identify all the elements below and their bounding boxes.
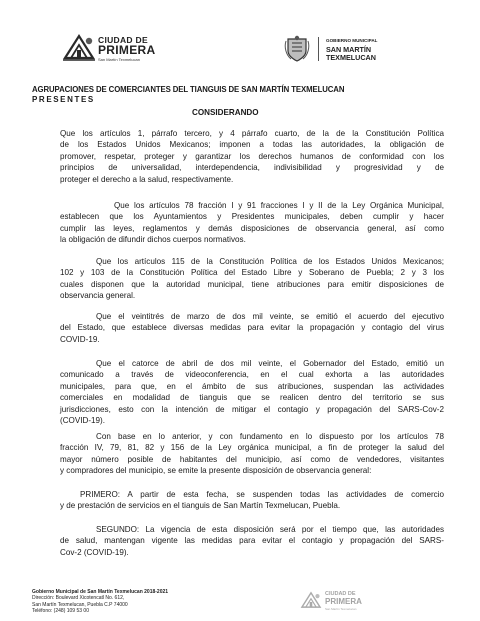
paragraph-line: COVID-19.: [60, 334, 100, 344]
logo-divider: [318, 37, 319, 61]
footer-address: [32, 589, 168, 615]
ciudad-de-primera-logo: [62, 30, 182, 64]
segundo-clause: [60, 524, 444, 558]
logo-san-martin: SAN MARTÍN: [326, 45, 372, 54]
paragraph-line: comerciales en modalidad de tianguis que se realicen dentro del territorio se sus: [60, 393, 444, 403]
footer-logo-line-1: CIUDAD DE: [325, 591, 356, 597]
footer-phone-line: Teléfono: (248) 109 53 00: [32, 608, 89, 615]
paragraph-line: establecen que los Ayuntamientos y Presidentes municipales, deben cumplir y hacer: [60, 212, 444, 222]
church-logo-icon: [62, 32, 96, 62]
considerando-heading: CONSIDERANDO: [192, 108, 259, 117]
municipal-seal-icon: [284, 35, 310, 63]
paragraph-line: Con base en lo anterior, y con fundamento en lo dispuesto por los artículos 78: [96, 432, 444, 441]
logo-line-1: CIUDAD DE: [98, 35, 148, 45]
paragraph-line: del Estado, que establece diversas medidas para evitar la propagación y contagio del virus: [60, 323, 444, 333]
paragraph-4: [60, 311, 444, 345]
segundo-line: Cov-2 (COVID-19).: [60, 547, 129, 557]
paragraph-3: [60, 256, 444, 302]
addressee-line: AGRUPACIONES DE COMERCIANTES DEL TIANGUIS DE SAN MARTÍN TEXMELUCAN: [32, 85, 345, 94]
paragraph-line: de los Estados Unidos Mexicanos; imponen a todas las autoridades, la obligación de: [60, 140, 444, 150]
paragraph-line: promover, respetar, proteger y garantizar los derechos humanos de conformidad con los: [60, 151, 444, 161]
paragraph-5: [60, 358, 444, 426]
segundo-line: SEGUNDO: La vigencia de esta disposición será por el tiempo que, las autoridades: [96, 525, 444, 534]
paragraph-line: 102 y 103 de la Constitución Política del Estado Libre y Soberano de Puebla; 2 y 3 los: [60, 268, 444, 278]
primero-line: y de prestación de servicios en el tianguis de San Martín Texmelucan, Puebla.: [60, 501, 341, 511]
paragraph-6: [60, 431, 444, 477]
primero-line: PRIMERO: A partir de esta fecha, se suspenden todas las actividades de comercio: [80, 490, 444, 499]
paragraph-line: Que los artículos 78 fracción I y 91 fracciones I y II de la Ley Orgánica Municipal,: [114, 201, 444, 210]
paragraph-line: comunicado a través de videoconferencia, en el cual exhorta a las autoridades: [60, 370, 444, 380]
paragraph-line: y compradores del municipio, se emite la presente disposición de observancia general:: [60, 466, 372, 476]
paragraph-line: proteger el derecho a la salud, respectivamente.: [60, 174, 234, 184]
footer-logo: [300, 588, 380, 614]
paragraph-line: Que el catorce de abril de dos mil veinte, el Gobernador del Estado, emitió un: [96, 359, 444, 368]
footer-address-line: Dirección: Boulevard Xicotencatl No. 612,: [32, 595, 125, 602]
paragraph-1: [60, 128, 444, 185]
paragraph-line: la obligación de difundir dichos cuerpos normativos.: [60, 235, 246, 245]
paragraph-line: principios de universalidad, interdependencia, indivisibilidad y progresividad y de: [60, 163, 444, 173]
paragraph-line: Que el veintitrés de marzo de dos mil veinte, se emitió el acuerdo del ejecutivo: [96, 312, 444, 321]
footer-logo-tagline: San Martín Texmelucan: [325, 607, 357, 611]
paragraph-line: mayor número posible de habitantes del municipio, así como de vendedores, visitantes: [60, 454, 444, 464]
logo-gobierno-municipal: GOBIERNO MUNICIPAL: [326, 38, 378, 43]
paragraph-line: Que los artículos 115 de la Constitución Política de los Estados Unidos Mexicanos;: [96, 257, 444, 266]
footer-city-line: San Martín Texmelucan, Puebla C.P 74000: [32, 601, 128, 608]
paragraph-line: cuales disponen que la autoridad municipal, tiene atribuciones para emitir disposiciones de: [60, 279, 444, 289]
church-logo-icon: [300, 590, 322, 610]
paragraph-line: observancia general.: [60, 291, 136, 301]
logo-texmelucan: TEXMELUCAN: [326, 53, 376, 62]
paragraph-line: municipales, para que, en el ámbito de sus atribuciones, suspendan las actividades: [60, 381, 444, 391]
presentes-heading: PRESENTES: [32, 95, 95, 104]
gobierno-municipal-logo: [284, 35, 404, 65]
logo-tagline: San Martín Texmelucan: [98, 57, 140, 62]
paragraph-2: [60, 200, 444, 246]
paragraph-line: cumplir las leyes, reglamentos y demás disposiciones de observancia general, así como: [60, 223, 444, 233]
footer-government-line: Gobierno Municipal de San Martín Texmelucan 2018-2021: [32, 589, 169, 595]
paragraph-line: Que los artículos 1, párrafo tercero, y 4 párrafo cuarto, de la de la Constitución Política: [60, 129, 444, 138]
logo-line-2: PRIMERA: [98, 43, 156, 57]
paragraph-line: (COVID-19).: [60, 416, 105, 426]
footer-logo-line-2: PRIMERA: [325, 597, 362, 606]
paragraph-line: jurisdicciones, esto con la intención de mitigar el contagio y propagación del SARS-Cov-2: [60, 404, 444, 414]
segundo-line: de salud, mantengan vigente las medidas para evitar el contagio y propagación del SARS-: [60, 536, 444, 546]
primero-clause: [60, 489, 444, 512]
paragraph-line: fracción IV, 79, 81, 82 y 156 de la Ley orgánica municipal, a fin de proteger la salud del: [60, 443, 444, 453]
